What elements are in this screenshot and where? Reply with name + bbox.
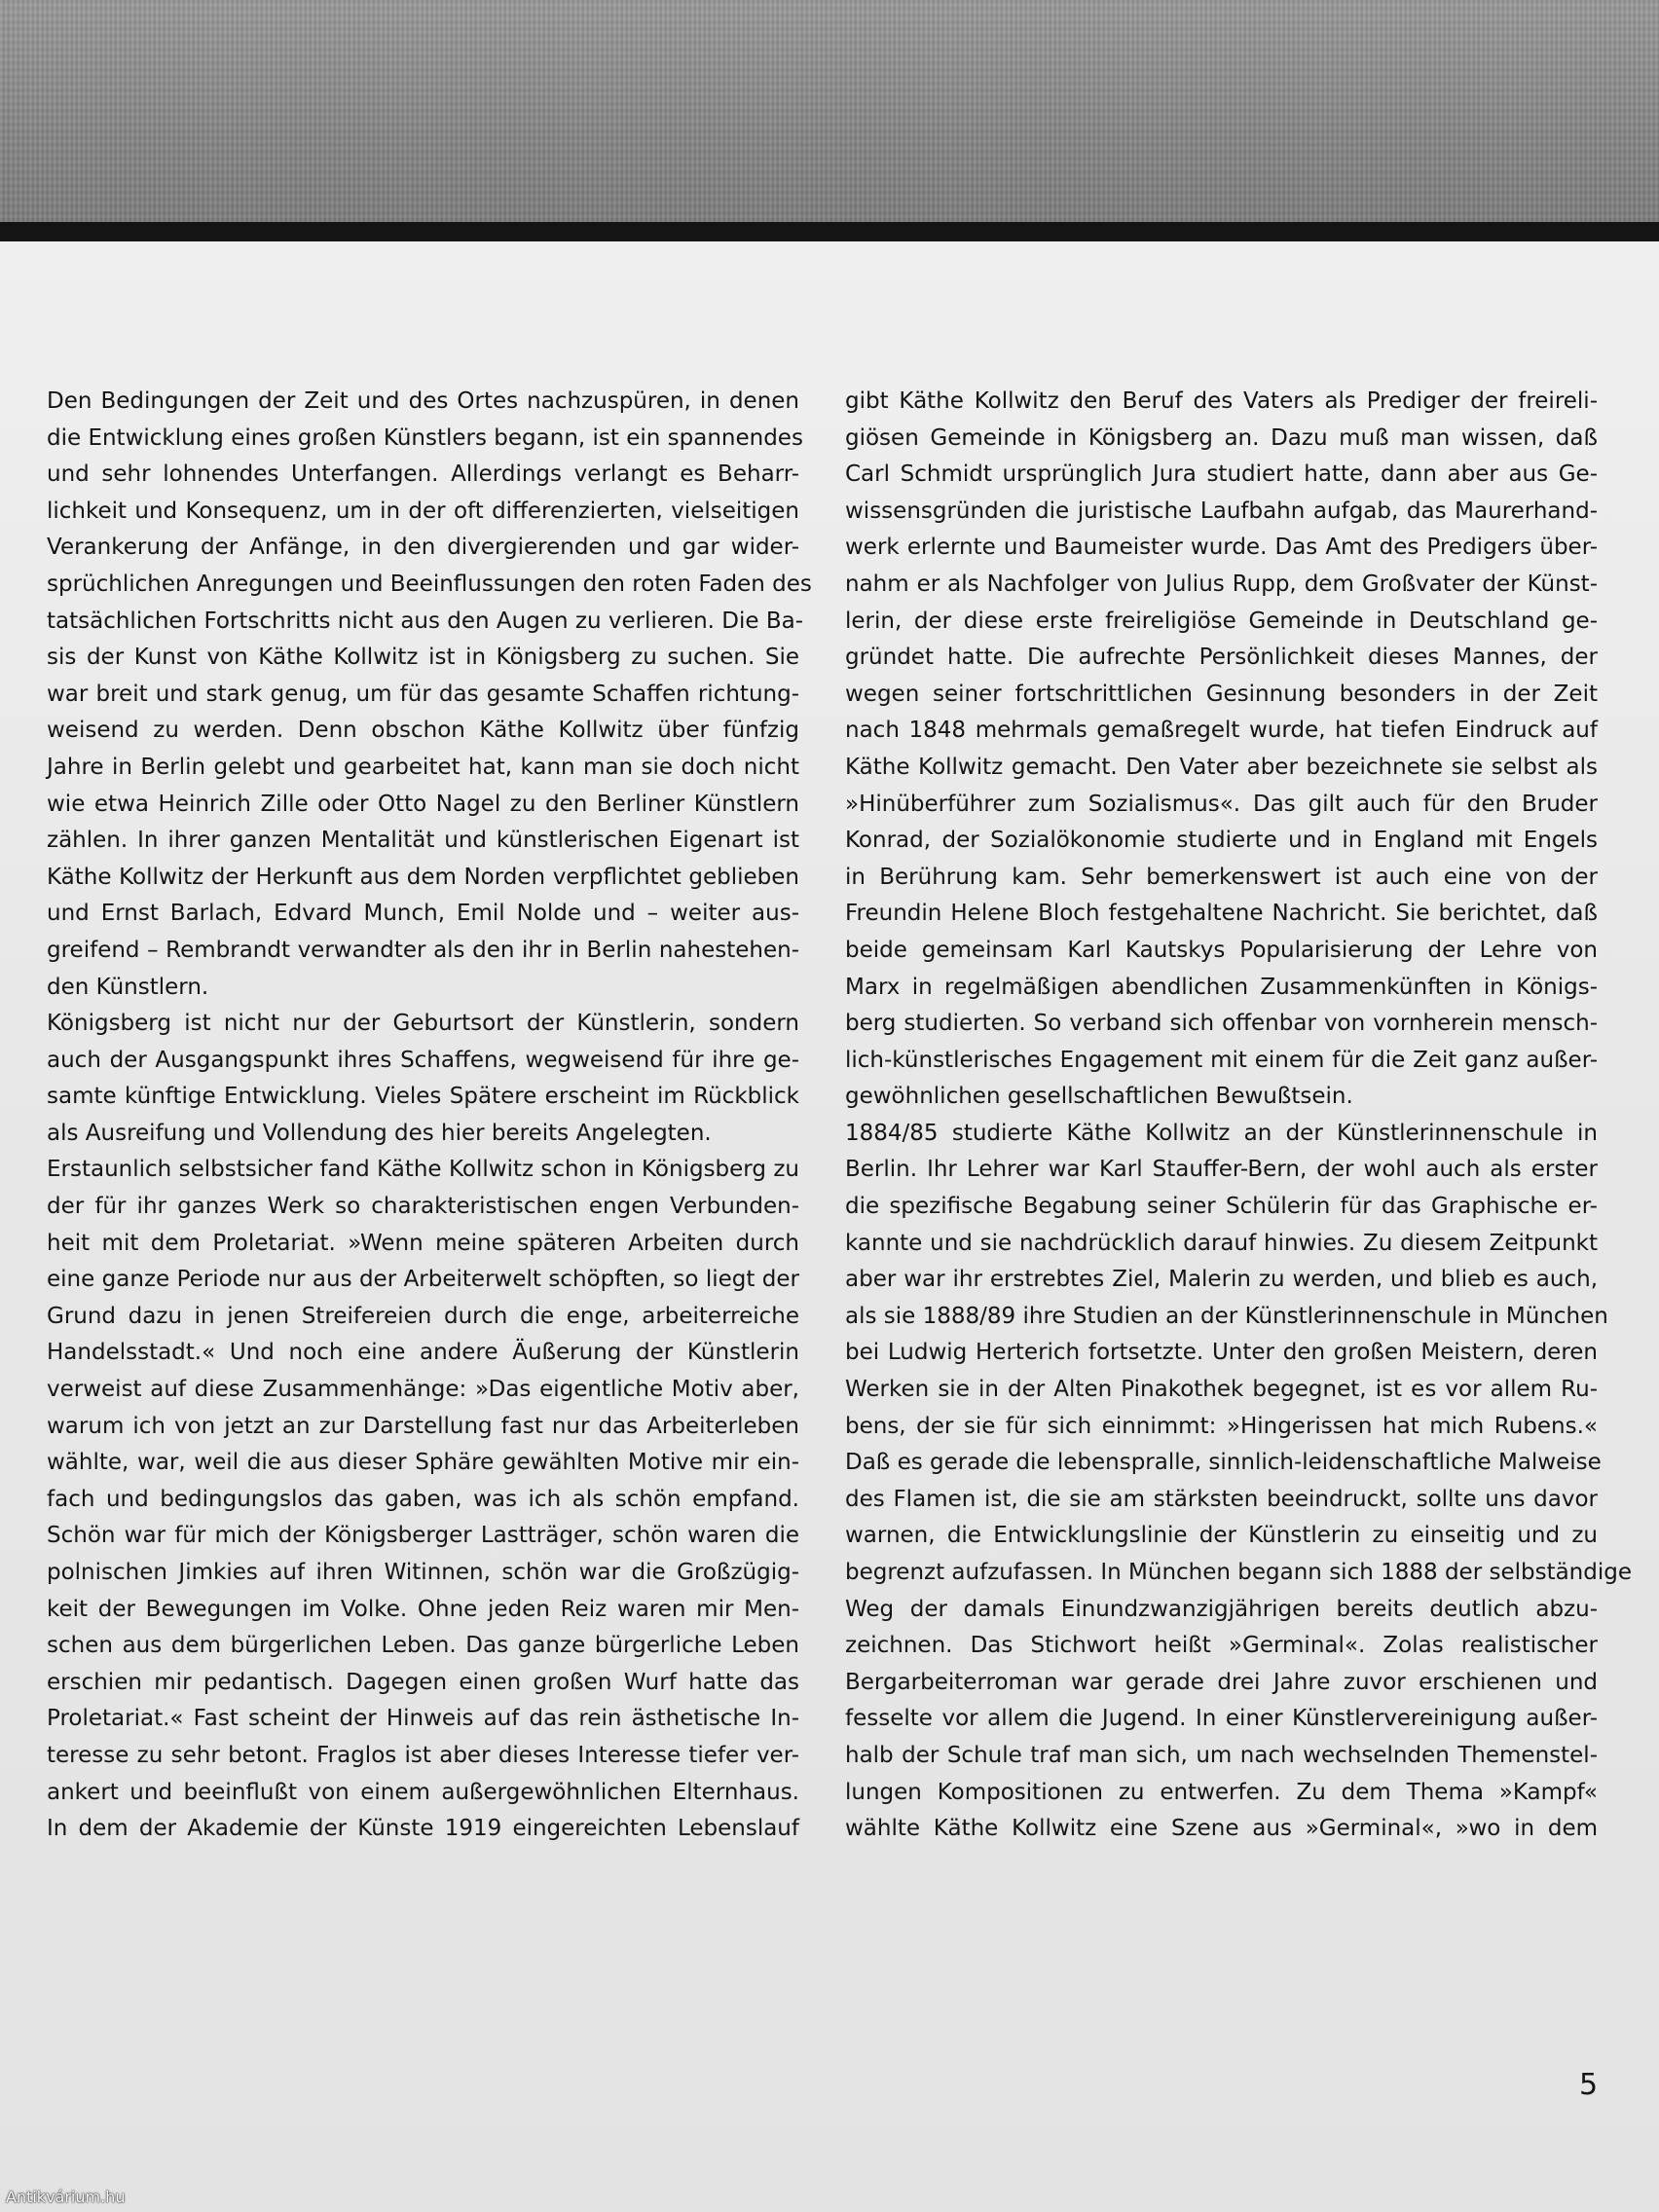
text-line: der für ihr ganzes Werk so charakteristischen engen Verbunden- [47, 1194, 799, 1220]
text-line: Werken sie in der Alten Pinakothek begegnet, ist es vor allem Ru- [845, 1377, 1598, 1403]
table-surface-background [0, 0, 1659, 243]
text-line: lich-künstlerisches Engagement mit einem für die Zeit ganz außer- [845, 1047, 1598, 1073]
text-line: tatsächlichen Fortschritts nicht aus den Augen zu verlieren. Die Ba- [47, 608, 804, 634]
text-line: »Hinüberführer zum Sozialismus«. Das gilt auch für den Bruder [845, 791, 1598, 817]
text-line: ankert und beeinflußt von einem außergewöhnlichen Elternhaus. [47, 1779, 799, 1805]
text-line: begrenzt aufzufassen. In München begann sich 1888 der selbständige [845, 1560, 1632, 1585]
text-line: fesselte vor allem die Jugend. In einer Künstlervereinigung außer- [845, 1706, 1598, 1732]
text-line: in Berührung kam. Sehr bemerkenswert ist auch eine von der [845, 864, 1598, 890]
text-line: Freundin Helene Bloch festgehaltene Nachricht. Sie berichtet, daß [845, 901, 1598, 927]
text-line: halb der Schule traf man sich, um nach wechselnden Themenstel- [845, 1742, 1598, 1768]
text-line: Konrad, der Sozialökonomie studierte und in England mit Engels [845, 828, 1598, 854]
text-line: wie etwa Heinrich Zille oder Otto Nagel zu den Berliner Künstlern [47, 791, 799, 817]
text-line: Käthe Kollwitz der Herkunft aus dem Norden verpflichtet geblieben [47, 864, 799, 890]
text-line: Carl Schmidt ursprünglich Jura studiert hatte, dann aber aus Ge- [845, 461, 1598, 488]
text-line: 1884/85 studierte Käthe Kollwitz an der Künstlerinnenschule in [845, 1120, 1598, 1146]
text-line: Proletariat.« Fast scheint der Hinweis auf das rein ästhetische In- [47, 1706, 799, 1732]
text-line: eine ganze Periode nur aus der Arbeiterwelt schöpften, so liegt der [47, 1267, 799, 1293]
text-line: die spezifische Begabung seiner Schülerin für das Graphische er- [845, 1194, 1598, 1220]
page-number: 5 [1579, 2068, 1599, 2102]
text-line: Bergarbeiterroman war gerade drei Jahre zuvor erschienen und [845, 1669, 1598, 1695]
text-line: verweist auf diese Zusammenhänge: »Das eigentliche Motiv aber, [47, 1377, 799, 1403]
text-line: und sehr lohnendes Unterfangen. Allerdings verlangt es Beharr- [47, 461, 799, 488]
text-line: samte künftige Entwicklung. Vieles Spätere erscheint im Rückblick [47, 1084, 799, 1110]
text-line: die Entwicklung eines großen Künstlers begann, ist ein spannendes [47, 424, 803, 451]
text-line: berg studierten. So verband sich offenbar von vornherein mensch- [845, 1011, 1598, 1037]
text-line: wählte Käthe Kollwitz eine Szene aus »Germinal«, »wo in dem [845, 1816, 1598, 1842]
text-line: fach und bedingungslos das gaben, was ich als schön empfand. [47, 1486, 799, 1512]
text-line: Königsberg ist nicht nur der Geburtsort der Künstlerin, sondern [47, 1011, 799, 1037]
text-line: werk erlernte und Baumeister wurde. Das Amt des Predigers über- [845, 535, 1598, 561]
text-line: aber war ihr erstrebtes Ziel, Malerin zu werden, und blieb es auch, [845, 1267, 1598, 1293]
text-line: als Ausreifung und Vollendung des hier bereits Angelegten. [47, 1120, 712, 1146]
text-line: gewöhnlichen gesellschaftlichen Bewußtsein. [845, 1084, 1353, 1110]
text-line: Marx in regelmäßigen abendlichen Zusammenkünften in Königs- [845, 974, 1598, 1000]
right-text-column [845, 384, 1632, 1848]
text-line: In dem der Akademie der Künste 1919 eingereichten Lebenslauf [47, 1816, 799, 1842]
text-line: wegen seiner fortschrittlichen Gesinnung besonders in der Zeit [845, 681, 1598, 707]
text-line: giösen Gemeinde in Königsberg an. Dazu muß man wissen, daß [845, 424, 1598, 451]
text-line: Daß es gerade die lebenspralle, sinnlich-leidenschaftliche Malweise [845, 1450, 1602, 1476]
text-line: lerin, der diese erste freireligiöse Gemeinde in Deutschland ge- [845, 608, 1598, 634]
text-line: wissensgründen die juristische Laufbahn aufgab, das Maurerhand- [845, 498, 1598, 524]
text-line: Erstaunlich selbstsicher fand Käthe Kollwitz schon in Königsberg zu [47, 1157, 799, 1183]
text-line: und Ernst Barlach, Edvard Munch, Emil Nolde und – weiter aus- [47, 901, 799, 927]
text-line: keit der Bewegungen im Volke. Ohne jeden Reiz waren mir Men- [47, 1596, 799, 1622]
text-line: zeichnen. Das Stichwort heißt »Germinal«. Zolas realistischer [845, 1633, 1598, 1659]
text-line: des Flamen ist, die sie am stärksten beeindruckt, sollte uns davor [845, 1486, 1598, 1512]
text-line: sis der Kunst von Käthe Kollwitz ist in Königsberg zu suchen. Sie [47, 645, 799, 671]
text-line: Berlin. Ihr Lehrer war Karl Stauffer-Bern, der wohl auch als erster [845, 1157, 1598, 1183]
text-line: teresse zu sehr betont. Fraglos ist aber dieses Interesse tiefer ver- [47, 1742, 799, 1768]
text-line: polnischen Jimkies auf ihren Witinnen, schön war die Großzügig- [47, 1560, 799, 1585]
text-line: gibt Käthe Kollwitz den Beruf des Vaters als Prediger der freireli- [845, 388, 1598, 414]
text-line: als sie 1888/89 ihre Studien an der Künstlerinnenschule in München [845, 1303, 1608, 1329]
text-line: kannte und sie nachdrücklich darauf hinwies. Zu diesem Zeitpunkt [845, 1230, 1598, 1256]
text-line: wählte, war, weil die aus dieser Sphäre gewählten Motive mir ein- [47, 1450, 799, 1476]
text-line: gründet hatte. Die aufrechte Persönlichkeit dieses Mannes, der [845, 645, 1598, 671]
text-line: zählen. In ihrer ganzen Mentalität und künstlerischen Eigenart ist [47, 828, 799, 854]
text-line: beide gemeinsam Karl Kautskys Popularisierung der Lehre von [845, 937, 1598, 963]
text-line: warum ich von jetzt an zur Darstellung fast nur das Arbeiterleben [47, 1413, 799, 1439]
text-line: auch der Ausgangspunkt ihres Schaffens, wegweisend für ihre ge- [47, 1047, 799, 1073]
text-line: greifend – Rembrandt verwandter als den ihr in Berlin nahestehen- [47, 937, 799, 963]
text-line: nahm er als Nachfolger von Julius Rupp, dem Großvater der Künst- [845, 571, 1598, 597]
text-line: weisend zu werden. Denn obschon Käthe Kollwitz über fünfzig [47, 718, 799, 744]
text-line: Grund dazu in jenen Streifereien durch die enge, arbeiterreiche [47, 1303, 799, 1329]
text-line: schen aus dem bürgerlichen Leben. Das ganze bürgerliche Leben [47, 1633, 799, 1659]
text-line: nach 1848 mehrmals gemaßregelt wurde, hat tiefen Eindruck auf [845, 718, 1598, 744]
text-line: erschien mir pedantisch. Dagegen einen großen Wurf hatte das [47, 1669, 799, 1695]
text-line: heit mit dem Proletariat. »Wenn meine späteren Arbeiten durch [47, 1230, 799, 1256]
text-line: den Künstlern. [47, 974, 209, 1000]
text-line: sprüchlichen Anregungen und Beeinflussungen den roten Faden des [47, 571, 812, 597]
text-line: Den Bedingungen der Zeit und des Ortes nachzuspüren, in denen [47, 388, 799, 414]
text-line: war breit und stark genug, um für das gesamte Schaffen richtung- [47, 681, 799, 707]
left-text-column [47, 384, 812, 1848]
text-line: bens, der sie für sich einnimmt: »Hingerissen hat mich Rubens.« [845, 1413, 1598, 1439]
text-line: Schön war für mich der Königsberger Lastträger, schön waren die [47, 1523, 799, 1549]
text-line: Jahre in Berlin gelebt und gearbeitet hat, kann man sie doch nicht [47, 754, 799, 780]
text-line: Verankerung der Anfänge, in den divergierenden und gar wider- [47, 535, 799, 561]
text-line: bei Ludwig Herterich fortsetzte. Unter den großen Meistern, deren [845, 1340, 1598, 1366]
text-line: Weg der damals Einundzwanzigjährigen bereits deutlich abzu- [845, 1596, 1598, 1622]
watermark-text: Antikvárium.hu [6, 2188, 126, 2206]
text-line: Handelsstadt.« Und noch eine andere Äußerung der Künstlerin [47, 1340, 799, 1366]
text-line: Käthe Kollwitz gemacht. Den Vater aber bezeichnete sie selbst als [845, 754, 1598, 780]
book-page [0, 241, 1659, 2212]
text-line: lungen Kompositionen zu entwerfen. Zu dem Thema »Kampf« [845, 1779, 1598, 1805]
text-line: lichkeit und Konsequenz, um in der oft differenzierten, vielseitigen [47, 498, 799, 524]
text-line: warnen, die Entwicklungslinie der Künstlerin zu einseitig und zu [845, 1523, 1598, 1549]
